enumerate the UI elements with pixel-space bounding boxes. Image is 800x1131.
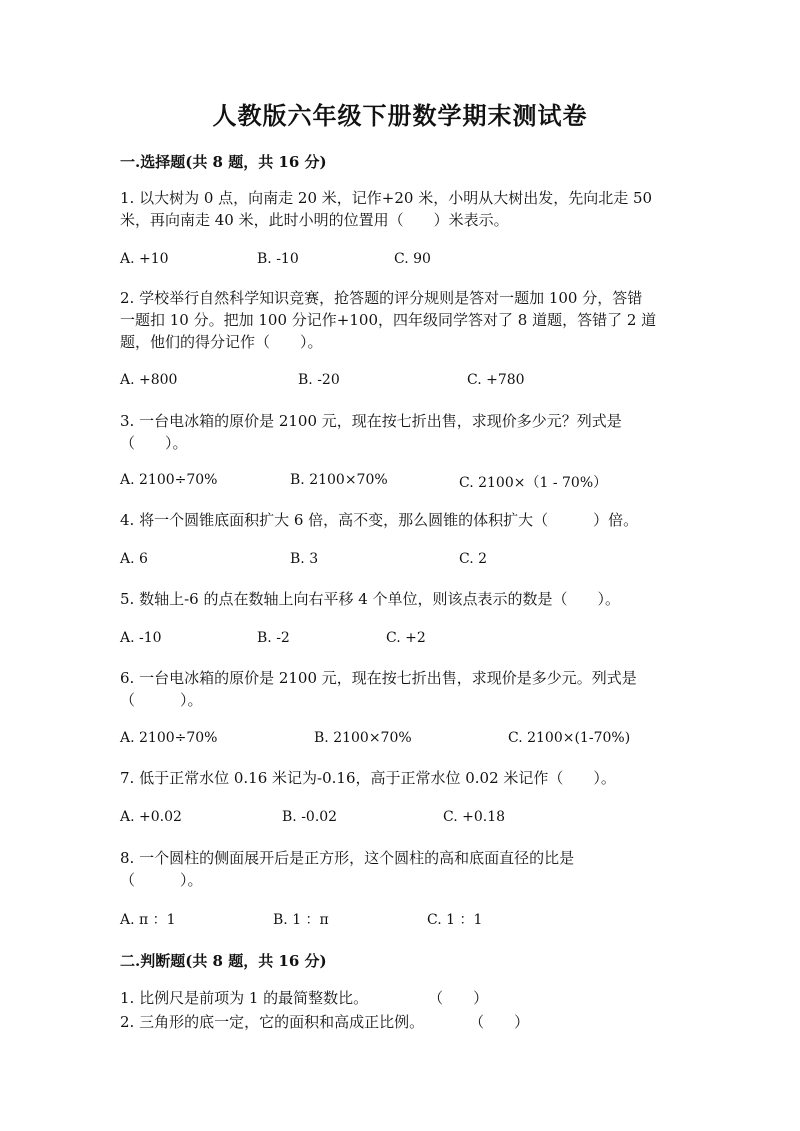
option-c: C. 2 bbox=[459, 551, 488, 567]
option-a: A. +10 bbox=[120, 251, 169, 267]
option-b: B. -2 bbox=[257, 630, 290, 646]
option-b: B. 2100×70% bbox=[314, 730, 412, 746]
judgment-question: 2. 三角形的底一定，它的面积和高成正比例。 （ ） bbox=[120, 1013, 530, 1031]
option-c: C. 2100×(1-70%) bbox=[508, 730, 631, 746]
option-b: B. 1 ：π bbox=[273, 912, 329, 928]
question-text: 7. 低于正常水位 0.16 米记为-0.16，高于正常水位 0.02 米记作（ ）。 bbox=[120, 769, 616, 787]
option-c: C. 90 bbox=[394, 251, 431, 267]
option-a: A. 2100÷70% bbox=[120, 730, 218, 746]
option-b: B. -20 bbox=[298, 372, 340, 388]
option-a: A. π ：1 bbox=[120, 912, 176, 928]
option-b: B. 3 bbox=[290, 551, 319, 567]
option-a: A. +800 bbox=[120, 372, 178, 388]
question-text: 1. 以大树为 0 点，向南走 20 米，记作+20 米，小明从大树出发，先向北走 50 米，再向南走 40 米，此时小明的位置用（ ）米表示。 bbox=[120, 189, 653, 229]
option-c: C. +2 bbox=[386, 630, 426, 646]
option-b: B. -10 bbox=[257, 251, 299, 267]
page-title: 人教版六年级下册数学期末测试卷 bbox=[212, 101, 588, 130]
option-a: A. 6 bbox=[120, 551, 148, 567]
option-c: C. 1 ：1 bbox=[427, 912, 483, 928]
option-b: B. -0.02 bbox=[282, 809, 338, 825]
question-text: 2. 学校举行自然科学知识竞赛，抢答题的评分规则是答对一题加 100 分，答错 一题扣 10 分。把加 100 分记作+100，四年级同学答对了 8 道题，答错了 2 道 题，他们的得分记作（ ）。 bbox=[120, 289, 657, 351]
section-heading-choice: 一.选择题(共 8 题，共 16 分) bbox=[120, 153, 327, 171]
question-text: 4. 将一个圆锥底面积扩大 6 倍，高不变，那么圆锥的体积扩大（ ）倍。 bbox=[120, 511, 639, 529]
option-a: A. 2100÷70% bbox=[120, 472, 218, 488]
section-heading-judgment: 二.判断题(共 8 题，共 16 分) bbox=[120, 952, 327, 970]
question-text: 5. 数轴上-6 的点在数轴上向右平移 4 个单位，则该点表示的数是（ ）。 bbox=[120, 590, 621, 608]
question-text: 3. 一台电冰箱的原价是 2100 元，现在按七折出售，求现价多少元？列式是 （ ）。 bbox=[120, 412, 622, 452]
judgment-question: 1. 比例尺是前项为 1 的最简整数比。 （ ） bbox=[120, 989, 489, 1007]
option-b: B. 2100×70% bbox=[290, 472, 388, 488]
option-a: A. +0.02 bbox=[120, 809, 182, 825]
question-text: 8. 一个圆柱的侧面展开后是正方形，这个圆柱的高和底面直径的比是 （ ）。 bbox=[120, 849, 575, 889]
question-text: 6. 一台电冰箱的原价是 2100 元，现在按七折出售，求现价是多少元。列式是 （ ）。 bbox=[120, 669, 637, 709]
option-c: C. +0.18 bbox=[443, 809, 506, 825]
option-a: A. -10 bbox=[120, 630, 162, 646]
option-c: C. 2100×（1 - 70%） bbox=[459, 475, 608, 491]
option-c: C. +780 bbox=[467, 372, 525, 388]
